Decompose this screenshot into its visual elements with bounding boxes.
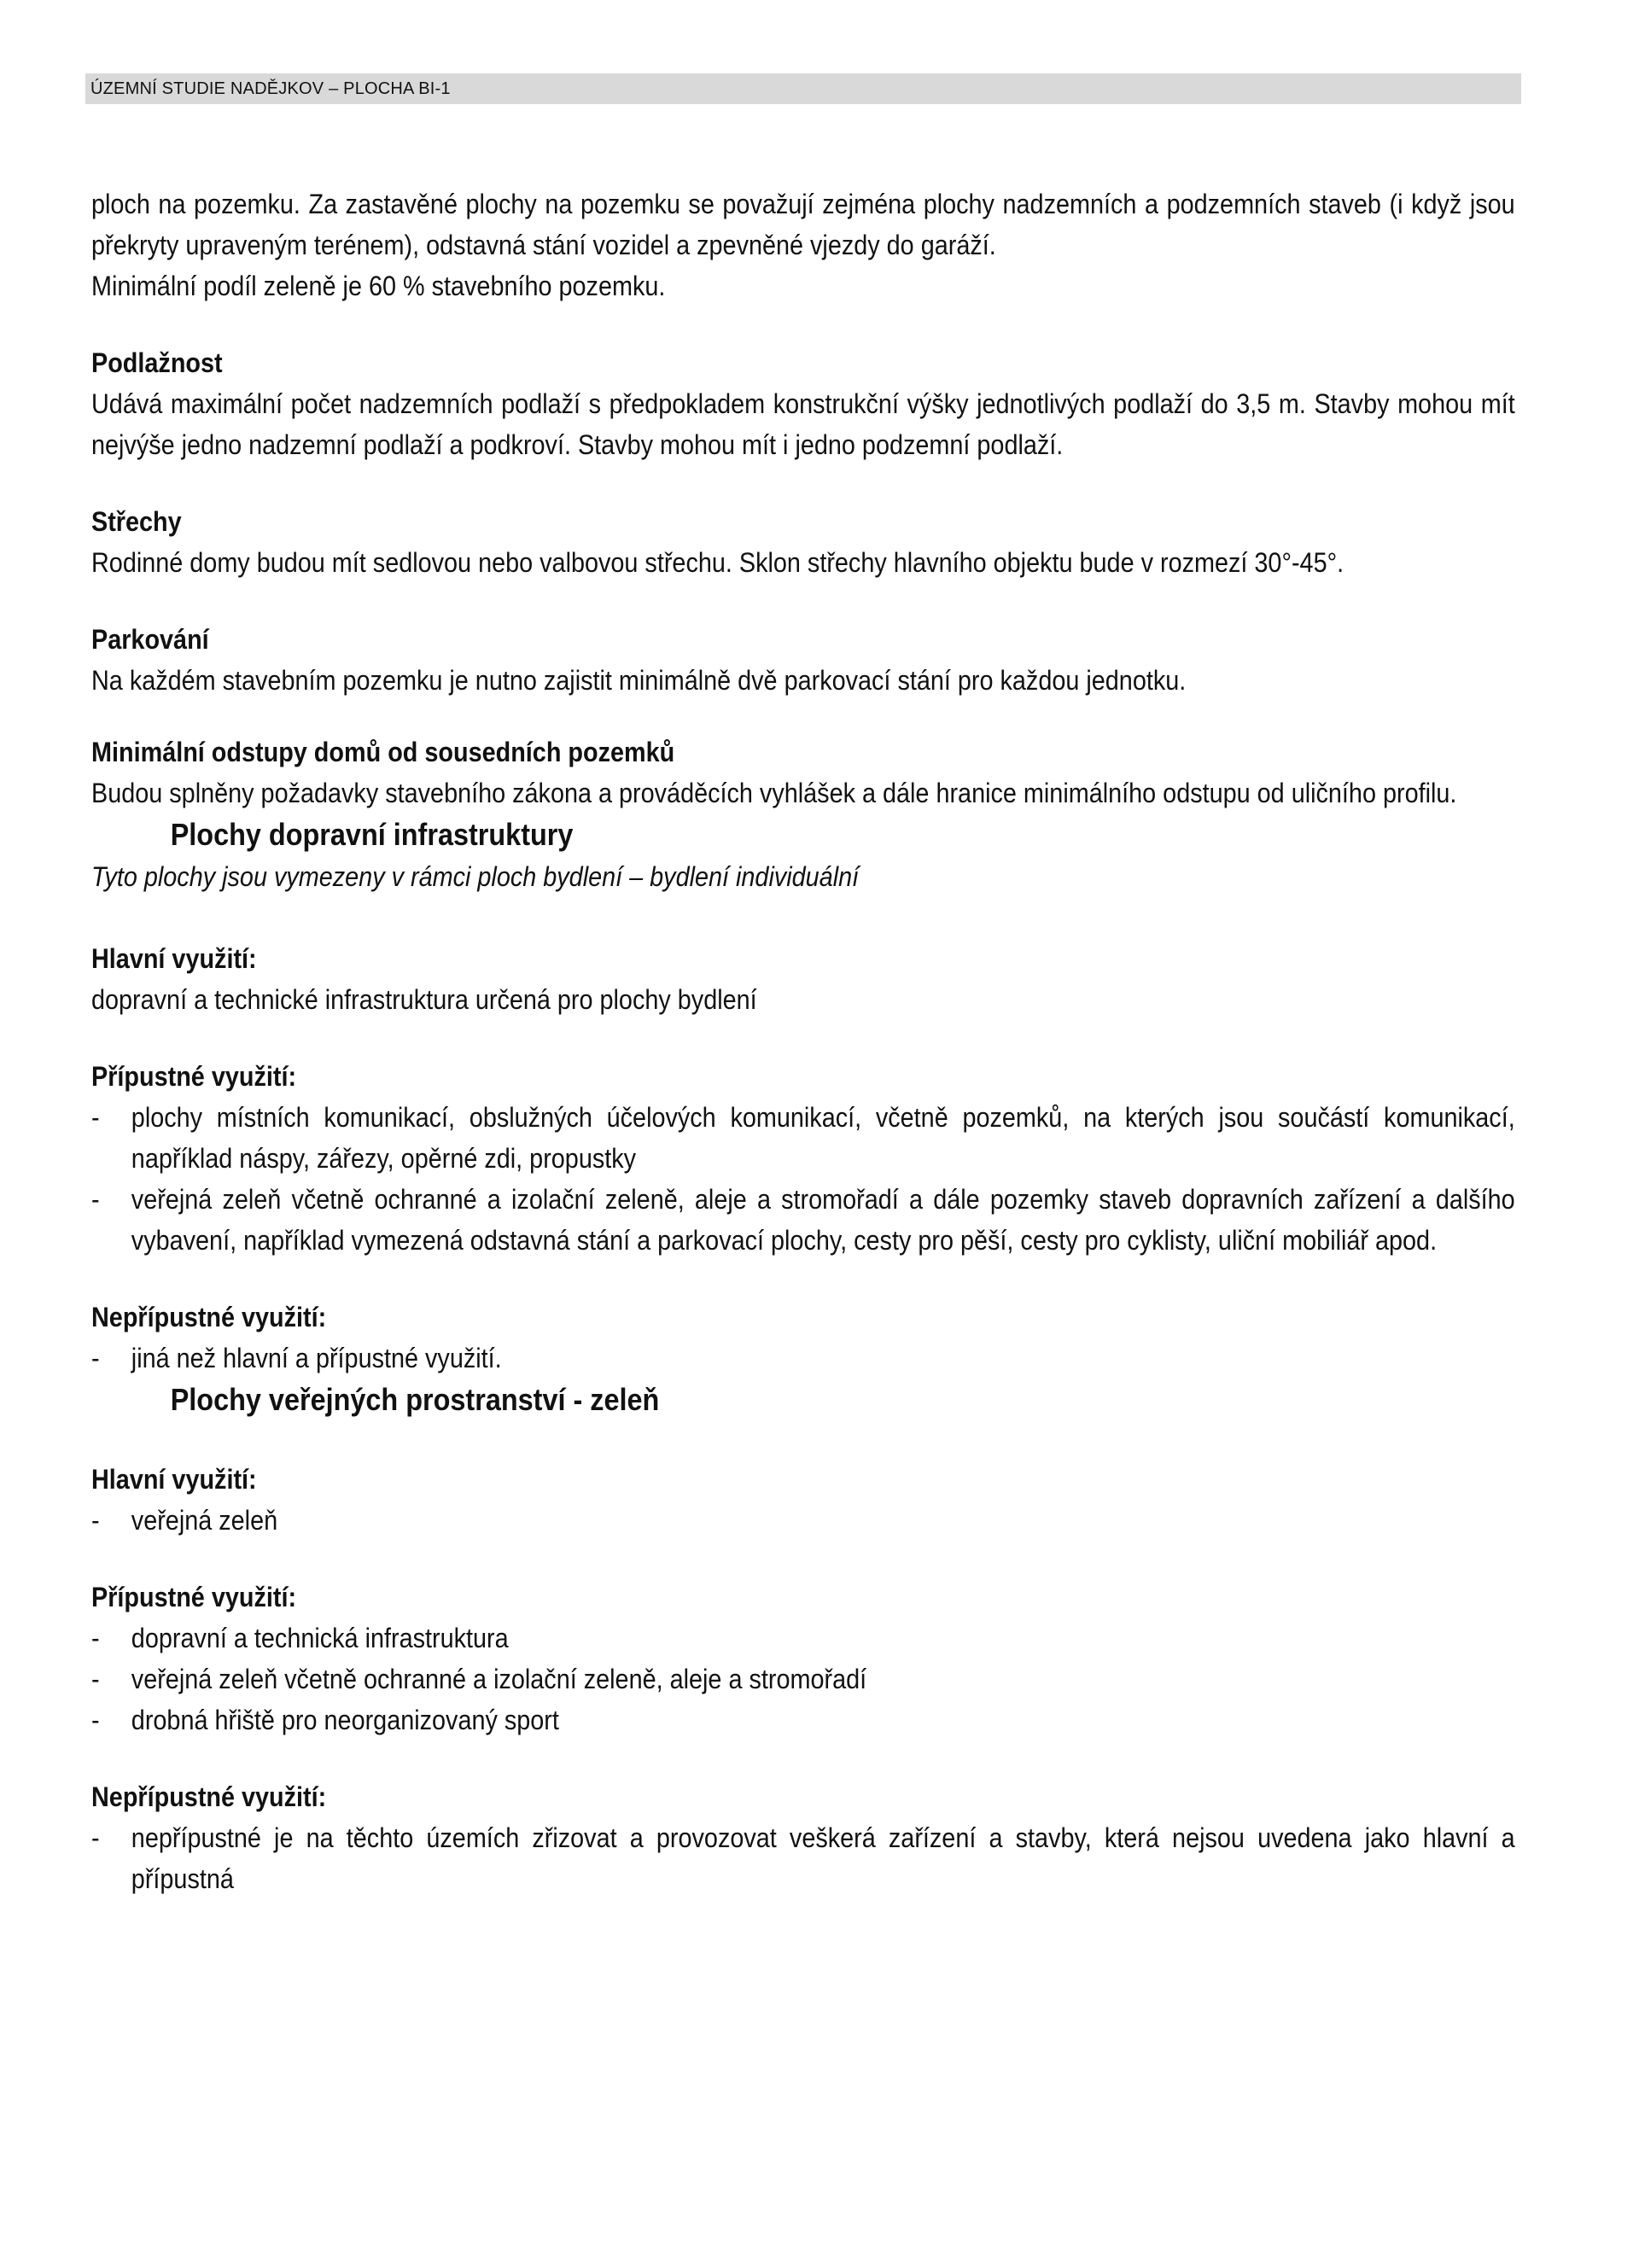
heading-dopravni-nepripustne: Nepřípustné využití:: [91, 1302, 327, 1332]
list-bullet: -: [91, 1822, 100, 1853]
text-dopravni-hlavni: dopravní a technické infrastruktura určená pro plochy bydlení: [91, 984, 757, 1015]
text-podlaznost: Udává maximální počet nadzemních podlaží s předpokladem konstrukční výšky jednotlivých podlaží do 3,5 m. Stavby mohou mít nejvýše jedno nadzemní podlaží a podkroví. Stavby mohou mít i jedno podzemní podlaží.: [91, 388, 1515, 460]
section-title-dopravni: Plochy dopravní infrastruktury: [170, 817, 574, 852]
list-bullet: -: [91, 1705, 100, 1735]
list-item: [91, 1618, 1515, 1659]
dopravni-pripustne: [91, 1056, 1515, 1261]
section-podlaznost: [91, 342, 1515, 465]
list-zelen-nepripustne: [91, 1817, 1515, 1899]
list-dopravni-pripustne: [91, 1097, 1515, 1261]
list-item-text: drobná hřiště pro neorganizovaný sport: [131, 1705, 559, 1735]
zelen-nepripustne: [91, 1776, 1515, 1899]
list-item: [91, 1097, 1515, 1179]
heading-strechy: Střechy: [91, 506, 182, 537]
heading-zelen-pripustne: Přípustné využití:: [91, 1582, 297, 1612]
list-item: [91, 1338, 1515, 1379]
list-bullet: -: [91, 1664, 100, 1694]
heading-dopravni-pripustne: Přípustné využití:: [91, 1061, 297, 1092]
heading-podlaznost: Podlažnost: [91, 347, 223, 378]
zelen-pripustne: [91, 1577, 1515, 1740]
list-item-text: veřejná zeleň: [131, 1505, 278, 1536]
section-odstupy: [91, 732, 1515, 813]
list-dopravni-nepripustne: [91, 1338, 1515, 1379]
list-item-text: veřejná zeleň včetně ochranné a izolační zeleně, aleje a stromořadí: [131, 1664, 867, 1694]
section-strechy: [91, 501, 1515, 583]
list-zelen-pripustne: [91, 1618, 1515, 1740]
list-item: [91, 1700, 1515, 1740]
dopravni-hlavni: [91, 938, 1515, 1020]
heading-dopravni-hlavni: Hlavní využití:: [91, 943, 257, 974]
intro-block: [91, 184, 1515, 306]
list-item-text: dopravní a technická infrastruktura: [131, 1623, 509, 1653]
document-body: [91, 184, 1515, 1899]
list-bullet: -: [91, 1343, 100, 1373]
text-parkovani: Na každém stavebním pozemku je nutno zajistit minimálně dvě parkovací stání pro každou jednotku.: [91, 665, 1187, 696]
section-parkovani: [91, 619, 1515, 701]
list-item: [91, 1659, 1515, 1700]
page-header: [85, 73, 1521, 104]
list-item-text: nepřípustné je na těchto územích zřizovat a provozovat veškerá zařízení a stavby, která nejsou uvedena jako hlavní a přípustná: [131, 1822, 1515, 1894]
intro-green-share: Minimální podíl zeleně je 60 % stavebního pozemku.: [91, 271, 666, 301]
heading-zelen-nepripustne: Nepřípustné využití:: [91, 1781, 327, 1812]
text-strechy: Rodinné domy budou mít sedlovou nebo valbovou střechu. Sklon střechy hlavního objektu bude v rozmezí 30°-45°.: [91, 547, 1344, 578]
heading-odstupy: Minimální odstupy domů od sousedních pozemků: [91, 737, 675, 767]
list-bullet: -: [91, 1505, 100, 1536]
intro-paragraph: ploch na pozemku. Za zastavěné plochy na pozemku se považují zejména plochy nadzemních a podzemních staveb (i když jsou překryty upraveným terénem), odstavná stání vozidel a zpevněné vjezdy do garáží.: [91, 189, 1515, 260]
heading-zelen-hlavni: Hlavní využití:: [91, 1464, 257, 1495]
list-item-text: veřejná zeleň včetně ochranné a izolační zeleně, aleje a stromořadí a dále pozemky staveb dopravních zařízení a dalšího vybavení, například vymezená odstavná stání a parkovací plochy, cesty pro pěší, cesty pro cyklisty, uliční mobiliář apod.: [131, 1184, 1515, 1256]
dopravni-nepripustne: [91, 1297, 1515, 1379]
list-zelen-hlavni: [91, 1500, 1515, 1541]
list-item-text: plochy místních komunikací, obslužných účelových komunikací, včetně pozemků, na kterých jsou součástí komunikací, například náspy, zářezy, opěrné zdi, propustky: [131, 1102, 1515, 1174]
text-odstupy: Budou splněny požadavky stavebního zákona a prováděcích vyhlášek a dále hranice minimálního odstupu od uličního profilu.: [91, 778, 1457, 808]
list-bullet: -: [91, 1623, 100, 1653]
zelen-hlavni: [91, 1459, 1515, 1541]
heading-parkovani: Parkování: [91, 624, 209, 655]
list-item-text: jiná než hlavní a přípustné využití.: [131, 1343, 502, 1373]
list-item: [91, 1179, 1515, 1261]
list-bullet: -: [91, 1102, 100, 1133]
header-title: ÚZEMNÍ STUDIE NADĚJKOV – PLOCHA BI-1: [90, 79, 451, 98]
list-item: [91, 1817, 1515, 1899]
section-subtitle-dopravni: Tyto plochy jsou vymezeny v rámci ploch bydlení – bydlení individuální: [91, 861, 860, 892]
section-title-zelen: Plochy veřejných prostranství - zeleň: [170, 1382, 660, 1417]
list-bullet: -: [91, 1184, 100, 1215]
list-item: [91, 1500, 1515, 1541]
